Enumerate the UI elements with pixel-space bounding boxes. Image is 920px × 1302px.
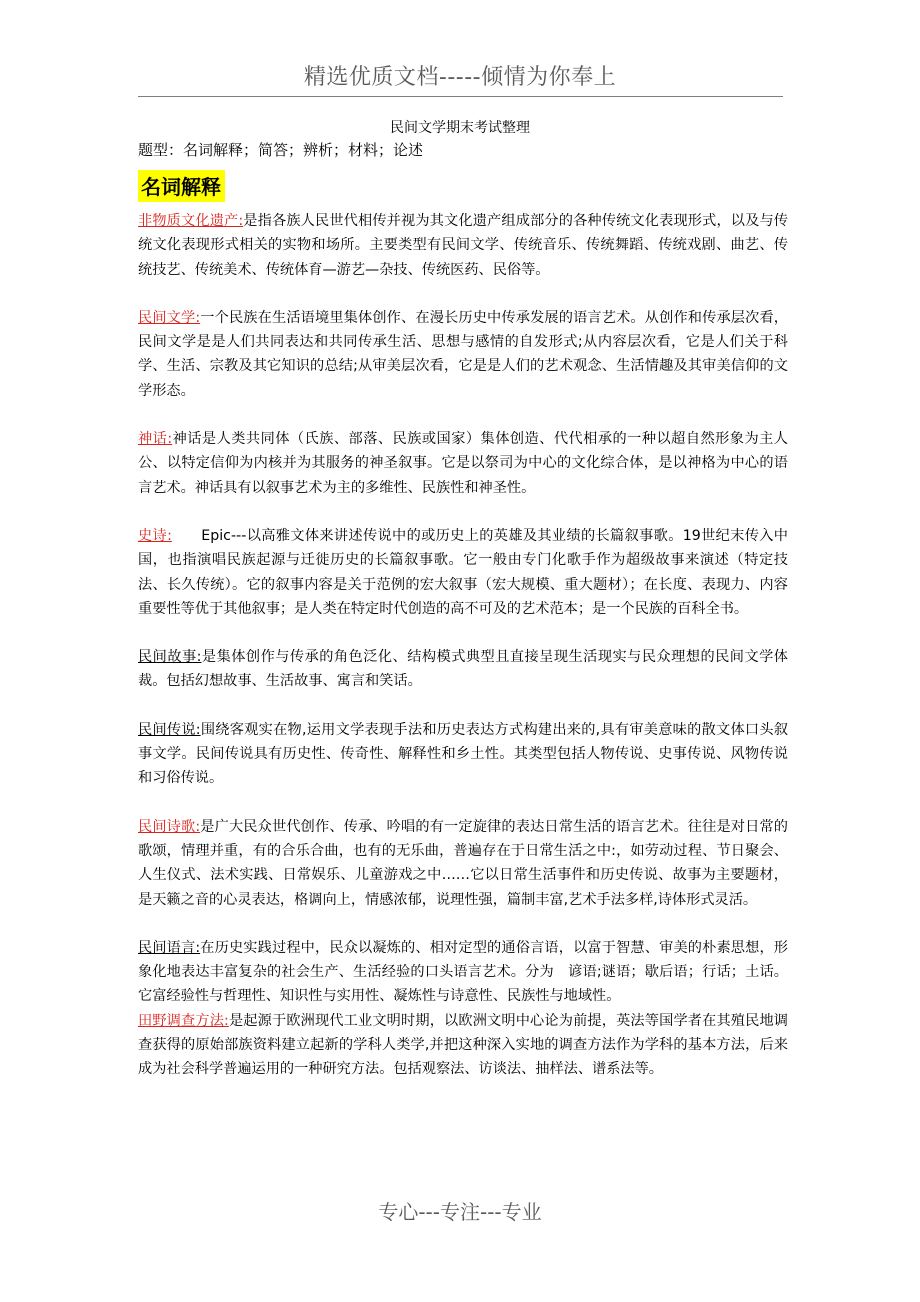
entry-spacer xyxy=(138,500,788,524)
definition-entry xyxy=(138,306,788,403)
definition-term: 非物质文化遗产: xyxy=(138,213,244,229)
page-header: 精选优质文档-----倾情为你奉上 xyxy=(303,65,617,90)
definition-text: Epic---以高雅文体来讲述传说中的或历史上的英雄及其业绩的长篇叙事歌。19世纪末传入中国，也指演唱民族起源与迁徙历史的长篇叙事歌。它一般由专门化歌手作为超级故事来演述（特定技法、长久传统）。它的叙事内容是关于范例的宏大叙事（宏大规模、重大题材）；在长度、表现力、内容重要性等优于其他叙事；是人类在特定时代创造的高不可及的艺术范本；是一个民族的百科全书。 xyxy=(138,527,788,617)
definition-term: 民间传说: xyxy=(138,721,201,738)
definition-term: 民间诗歌: xyxy=(138,818,201,835)
definition-term: 神话: xyxy=(138,431,173,448)
document-title: 民间文学期末考试整理 xyxy=(390,120,530,136)
section-heading: 名词解释 xyxy=(138,170,225,202)
entry-spacer xyxy=(138,621,788,645)
definition-term: 民间语言: xyxy=(138,939,201,956)
definition-entry xyxy=(138,718,788,791)
definition-text: 神话是人类共同体（氏族、部落、民族或国家）集体创造、代代相承的一种以超自然形象为主人公、以特定信仰为内核并为其服务的神圣叙事。它是以祭司为中心的文化综合体，是以神格为中心的语言艺术。神话具有以叙事艺术为主的多维性、民族性和神圣性。 xyxy=(138,431,788,496)
definition-entry xyxy=(138,936,788,1009)
question-types: 题型：名词解释；简答；辨析；材料；论述 xyxy=(138,141,424,159)
definition-entry xyxy=(138,1009,788,1082)
definition-text: 在历史实践过程中，民众以凝炼的、相对定型的通俗言语，以富于智慧、审美的朴素思想，形象化地表达丰富复杂的社会生产、生活经验的口头语言艺术。分为 谚语;谜语；歇后语；行话；土话。它富经验性与哲理性、知识性与实用性、凝炼性与诗意性、民族性与地域性。 xyxy=(138,939,788,1005)
definitions-list xyxy=(138,209,788,1082)
definition-text: 是指各族人民世代相传并视为其文化遗产组成部分的各种传统文化表现形式，以及与传统文化表现形式相关的实物和场所。主要类型有民间文学、传统音乐、传统舞蹈、传统戏剧、曲艺、传统技艺、传统美术、传统体育—游艺—杂技、传统医药、民俗等。 xyxy=(138,213,788,278)
definition-text: 是集体创作与传承的角色泛化、结构模式典型且直接呈现生活现实与民众理想的民间文学体裁。包括幻想故事、生活故事、寓言和笑话。 xyxy=(138,649,788,690)
definition-term: 民间文学: xyxy=(138,309,201,326)
definition-entry xyxy=(138,645,788,694)
definition-entry xyxy=(138,209,788,282)
definition-term: 民间故事: xyxy=(138,649,202,666)
definition-term: 田野调查方法: xyxy=(138,1012,229,1029)
entry-spacer xyxy=(138,791,788,815)
definition-entry xyxy=(138,815,788,912)
entry-spacer xyxy=(138,282,788,306)
entry-spacer xyxy=(138,403,788,427)
definition-entry xyxy=(138,524,788,621)
page-footer: 专心---专注---专业 xyxy=(378,1200,542,1224)
definition-text: 是广大民众世代创作、传承、吟唱的有一定旋律的表达日常生活的语言艺术。往往是对日常的歌颂，情理并重，有的合乐合曲，也有的无乐曲，普遍存在于日常生活之中:，如劳动过程、节日聚会、人生仪式、法术实践、日常娱乐、儿童游戏之中……它以日常生活事件和历史传说、故事为主要题材，是天籁之音的心灵表达，格调向上，情感浓郁，说理性强，篇制丰富,艺术手法多样,诗体形式灵活。 xyxy=(138,818,788,908)
entry-spacer xyxy=(138,694,788,718)
entry-spacer xyxy=(138,912,788,936)
definition-text: 围绕客观实在物,运用文学表现手法和历史表达方式构建出来的,具有审美意味的散文体口头叙事文学。民间传说具有历史性、传奇性、解释性和乡土性。其类型包括人物传说、史事传说、风物传说和习俗传说。 xyxy=(138,721,789,787)
header-divider xyxy=(138,96,783,97)
definition-entry xyxy=(138,427,788,500)
definition-text: 是起源于欧洲现代工业文明时期，以欧洲文明中心论为前提，英法等国学者在其殖民地调查获得的原始部族资料建立起新的学科人类学,并把这种深入实地的调查方法作为学科的基本方法，后来成为社会科学普遍运用的一种研究方法。包括观察法、访谈法、抽样法、谱系法等。 xyxy=(138,1012,788,1078)
definition-text: 一个民族在生活语境里集体创作、在漫长历史中传承发展的语言艺术。从创作和传承层次看，民间文学是是人们共同表达和共同传承生活、思想与感情的自发形式;从内容层次看，它是人们关于科学、生活、宗教及其它知识的总结;从审美层次看，它是是人们的艺术观念、生活情趣及其审美信仰的文学形态。 xyxy=(138,309,788,399)
definition-term: 史诗: xyxy=(138,527,172,544)
